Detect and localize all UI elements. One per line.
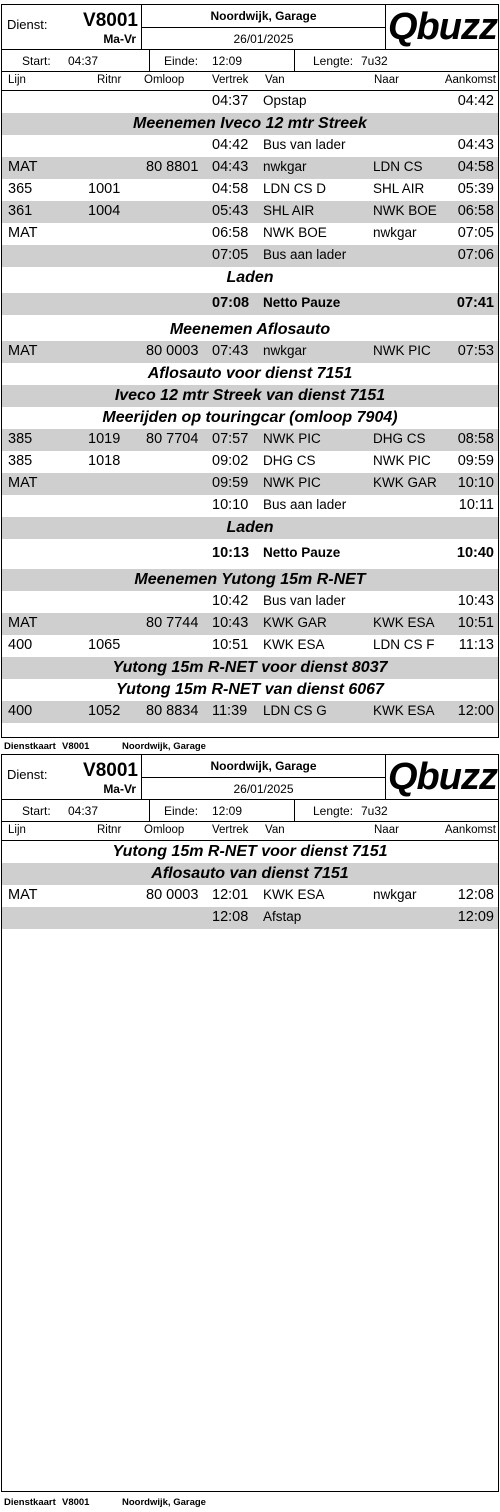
cell-aankomst: 11:13 [458, 637, 494, 653]
cell-aankomst: 08:58 [457, 431, 494, 447]
cell-vertrek: 09:59 [212, 475, 249, 491]
cell-naar: DHG CS [373, 431, 426, 446]
service-date: 26/01/2025 [233, 782, 294, 796]
dienst-number: V8001 [83, 10, 138, 31]
section-heading: Iveco 12 mtr Streek van dienst 7151 [2, 385, 498, 407]
footer-dienst: V8001 [62, 1497, 90, 1508]
cell-omloop: 80 7744 [146, 615, 199, 631]
trip-row [2, 473, 498, 495]
cell-van: Bus van lader [263, 137, 346, 152]
cell-aankomst: 09:59 [457, 453, 494, 469]
cell-van: KWK ESA [263, 637, 325, 652]
cell-lijn: 400 [8, 703, 33, 719]
cell-naar: NWK PIC [373, 343, 431, 358]
col-vertrek: Vertrek [212, 824, 249, 836]
footer-dienst: V8001 [62, 741, 90, 752]
cell-naar: nwkgar [373, 225, 417, 240]
cell-aankomst: 10:11 [458, 497, 494, 513]
dienst-label: Dienst: [7, 17, 48, 32]
cell-vertrek: 07:08 [212, 295, 250, 311]
cell-lijn: 361 [8, 203, 33, 219]
cell-aankomst: 06:58 [457, 203, 494, 219]
einde-label: Einde: [164, 54, 199, 68]
start-time: 04:37 [68, 54, 99, 68]
dienst-days: Ma-Vr [103, 782, 136, 796]
cell-vertrek: 10:42 [212, 593, 249, 609]
cell-van: NWK PIC [263, 431, 321, 446]
location-name: Noordwijk, Garage [142, 5, 385, 28]
cell-vertrek: 10:43 [212, 615, 249, 631]
cell-van: NWK BOE [263, 225, 327, 240]
trip-row [2, 157, 498, 179]
cell-vertrek: 12:08 [212, 909, 249, 925]
cell-van: Opstap [263, 93, 307, 108]
cell-aankomst: 10:43 [457, 593, 494, 609]
section-heading: Yutong 15m R-NET voor dienst 7151 [112, 843, 388, 860]
dienst-cell [2, 5, 142, 50]
trip-row [2, 495, 498, 517]
lengte-value: 7u32 [361, 804, 388, 818]
col-aankomst: Aankomst [444, 74, 496, 86]
col-vertrek: Vertrek [212, 74, 249, 86]
trip-row [2, 613, 498, 635]
section-heading: Meenemen Aflosauto [169, 321, 331, 338]
footer-location: Noordwijk, Garage [122, 1497, 206, 1508]
cell-naar: SHL AIR [373, 181, 425, 196]
dienst-label: Dienst: [7, 767, 48, 782]
cell-van: Netto Pauze [263, 545, 341, 560]
dienst-number: V8001 [83, 760, 138, 781]
cell-naar: LDN CS F [373, 637, 435, 652]
cell-vertrek: 07:57 [212, 431, 249, 447]
trip-row [2, 701, 498, 723]
col-lijn: Lijn [8, 74, 26, 86]
cell-naar: nwkgar [373, 887, 417, 902]
cell-van: nwkgar [263, 343, 307, 358]
col-ritnr: Ritnr [97, 824, 122, 836]
footer-location: Noordwijk, Garage [122, 741, 206, 752]
cell-vertrek: 07:05 [212, 247, 249, 263]
section-heading: Meenemen Yutong 15m R-NET [2, 569, 498, 591]
cell-omloop: 80 8801 [146, 159, 199, 175]
trip-row [2, 91, 498, 113]
cell-lijn: MAT [8, 225, 38, 241]
col-van: Van [265, 74, 285, 86]
cell-van: Netto Pauze [263, 295, 341, 310]
col-naar: Naar [374, 74, 399, 86]
column-headers [2, 72, 498, 91]
cell-lijn: MAT [8, 615, 38, 631]
cell-van: KWK ESA [263, 887, 325, 902]
trip-row [2, 135, 498, 157]
cell-ritnr: 1018 [88, 453, 121, 469]
cell-aankomst: 10:51 [457, 615, 494, 631]
cell-lijn: MAT [8, 343, 38, 359]
cell-vertrek: 11:39 [212, 703, 248, 719]
cell-vertrek: 04:42 [212, 137, 249, 153]
lengte-value: 7u32 [361, 54, 388, 68]
cell-aankomst: 04:42 [457, 93, 494, 109]
einde-label: Einde: [164, 804, 199, 818]
trip-row [2, 907, 498, 929]
cell-naar: NWK PIC [373, 453, 431, 468]
dienstkaart-page-1 [1, 4, 499, 738]
cell-naar: KWK ESA [373, 703, 435, 718]
time-info-bar [2, 50, 498, 72]
cell-omloop: 80 8834 [146, 703, 199, 719]
cell-van: LDN CS D [263, 181, 327, 196]
start-label: Start: [22, 54, 51, 68]
cell-van: SHL AIR [263, 203, 315, 218]
location-cell [142, 5, 386, 50]
start-label: Start: [22, 804, 51, 818]
cell-aankomst: 12:08 [457, 887, 494, 903]
cell-aankomst: 04:43 [457, 137, 494, 153]
location-name: Noordwijk, Garage [142, 755, 385, 778]
footer-label: Dienstkaart [4, 741, 56, 752]
cell-naar: KWK ESA [373, 615, 435, 630]
cell-van: Bus aan lader [263, 497, 347, 512]
dienst-cell [2, 755, 142, 800]
cell-vertrek: 10:13 [212, 545, 250, 561]
cell-lijn: MAT [8, 159, 38, 175]
lengte-label: Lengte: [313, 804, 354, 818]
cell-van: Bus van lader [263, 593, 346, 608]
cell-vertrek: 04:43 [212, 159, 249, 175]
col-ritnr: Ritnr [97, 74, 122, 86]
trip-row [2, 635, 498, 657]
pause-row [2, 543, 498, 565]
cell-vertrek: 09:02 [212, 453, 249, 469]
cell-aankomst: 07:05 [457, 225, 494, 241]
cell-vertrek: 04:58 [212, 181, 249, 197]
cell-ritnr: 1004 [88, 203, 121, 219]
cell-aankomst: 10:40 [456, 545, 494, 561]
cell-naar: LDN CS [373, 159, 423, 174]
trip-row [2, 179, 498, 201]
cell-vertrek: 04:37 [212, 93, 249, 109]
cell-naar: NWK BOE [373, 203, 437, 218]
dienst-days: Ma-Vr [103, 32, 136, 46]
cell-aankomst: 10:10 [457, 475, 494, 491]
pause-row [2, 293, 498, 315]
cell-vertrek: 10:10 [212, 497, 249, 513]
col-lijn: Lijn [8, 824, 26, 836]
section-heading: Aflosauto van dienst 7151 [2, 863, 498, 885]
cell-vertrek: 05:43 [212, 203, 249, 219]
dienstkaart-page-2 [1, 754, 499, 1492]
time-info-bar [2, 800, 498, 822]
section-heading: Aflosauto voor dienst 7151 [147, 365, 353, 382]
trip-row [2, 223, 498, 245]
trip-list [2, 841, 498, 929]
cell-ritnr: 1019 [88, 431, 121, 447]
cell-van: KWK GAR [263, 615, 327, 630]
section-heading: Laden [226, 269, 274, 286]
cell-vertrek: 12:01 [212, 887, 249, 903]
cell-lijn: 385 [8, 453, 33, 469]
section-heading: Yutong 15m R-NET van dienst 6067 [116, 681, 384, 698]
cell-omloop: 80 7704 [146, 431, 199, 447]
col-omloop: Omloop [144, 824, 185, 836]
cell-omloop: 80 0003 [146, 887, 199, 903]
location-cell [142, 755, 386, 800]
cell-aankomst: 07:41 [456, 295, 494, 311]
trip-row [2, 201, 498, 223]
cell-lijn: 365 [8, 181, 33, 197]
trip-row [2, 341, 498, 363]
trip-row [2, 429, 498, 451]
page-header [2, 755, 498, 800]
col-naar: Naar [374, 824, 399, 836]
column-headers [2, 822, 498, 841]
cell-lijn: 385 [8, 431, 33, 447]
cell-van: Afstap [263, 909, 302, 924]
cell-ritnr: 1001 [88, 181, 121, 197]
cell-van: LDN CS G [263, 703, 327, 718]
cell-naar: KWK GAR [373, 475, 437, 490]
section-heading: Yutong 15m R-NET voor dienst 8037 [2, 657, 498, 679]
cell-lijn: MAT [8, 887, 38, 903]
cell-omloop: 80 0003 [146, 343, 199, 359]
section-heading: Meenemen Iveco 12 mtr Streek [2, 113, 498, 135]
einde-time: 12:09 [212, 54, 243, 68]
cell-lijn: 400 [8, 637, 33, 653]
trip-row [2, 591, 498, 613]
trip-row [2, 451, 498, 473]
col-aankomst: Aankomst [444, 824, 496, 836]
trip-row [2, 885, 498, 907]
cell-ritnr: 1065 [88, 637, 121, 653]
cell-van: Bus aan lader [263, 247, 347, 262]
cell-van: nwkgar [263, 159, 307, 174]
start-time: 04:37 [68, 804, 99, 818]
cell-vertrek: 10:51 [212, 637, 249, 653]
col-omloop: Omloop [144, 74, 185, 86]
cell-vertrek: 07:43 [212, 343, 249, 359]
qbuzz-logo: Qbuzz [388, 6, 497, 48]
lengte-label: Lengte: [313, 54, 354, 68]
service-date: 26/01/2025 [233, 32, 294, 46]
qbuzz-logo: Qbuzz [388, 756, 497, 798]
cell-aankomst: 04:58 [457, 159, 494, 175]
cell-aankomst: 12:09 [457, 909, 494, 925]
col-van: Van [265, 824, 285, 836]
einde-time: 12:09 [212, 804, 243, 818]
cell-vertrek: 06:58 [212, 225, 249, 241]
trip-list [2, 91, 498, 723]
cell-aankomst: 12:00 [457, 703, 494, 719]
page-header [2, 5, 498, 50]
section-heading: Laden [2, 517, 498, 539]
cell-van: NWK PIC [263, 475, 321, 490]
cell-aankomst: 05:39 [457, 181, 494, 197]
cell-lijn: MAT [8, 475, 38, 491]
cell-aankomst: 07:53 [457, 343, 494, 359]
cell-ritnr: 1052 [88, 703, 121, 719]
trip-row [2, 245, 498, 267]
footer-label: Dienstkaart [4, 1497, 56, 1508]
cell-aankomst: 07:06 [457, 247, 494, 263]
cell-van: DHG CS [263, 453, 316, 468]
section-heading: Meerijden op touringcar (omloop 7904) [102, 409, 398, 426]
